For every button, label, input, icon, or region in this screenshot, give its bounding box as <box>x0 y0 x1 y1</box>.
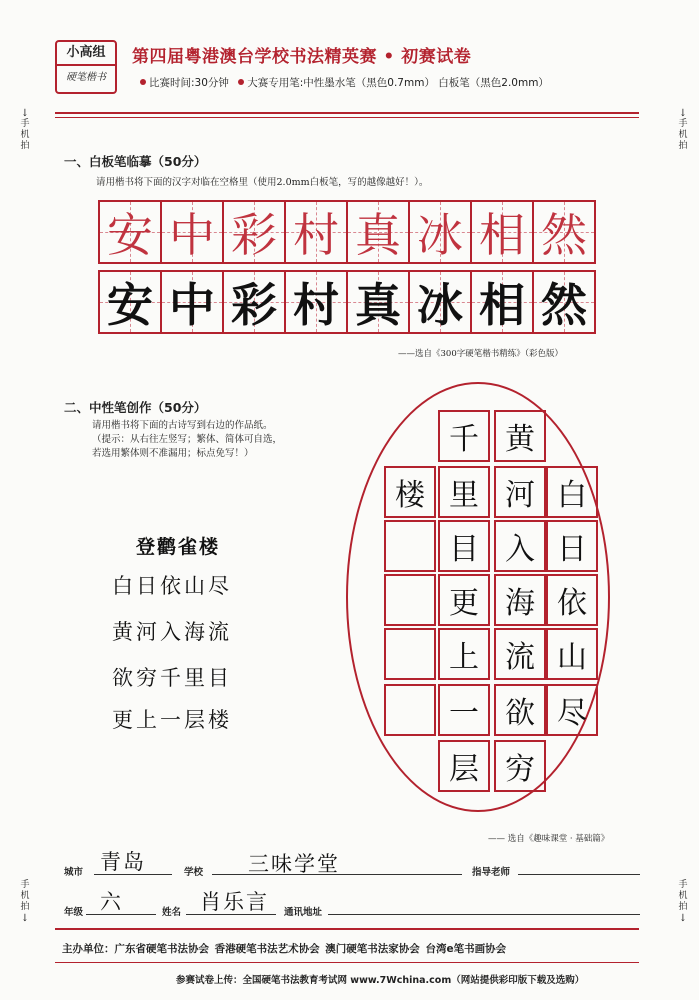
copy-cell[interactable]: 中 <box>160 270 224 334</box>
school-underline <box>212 874 462 875</box>
copy-cell[interactable]: 村 <box>284 270 348 334</box>
exam-time: 比赛时间:30分钟 <box>149 77 229 89</box>
work-cell[interactable]: 欲 <box>494 684 546 736</box>
poem-line: 更上一层楼 <box>112 708 232 732</box>
down-arrow-icon: ↓ <box>20 108 30 119</box>
copy-cell[interactable]: 真 <box>346 270 410 334</box>
name-label: 姓名 <box>162 907 182 918</box>
section2-desc-3: 若选用繁体则不准漏用；标点免写！） <box>92 448 254 459</box>
poem-line: 黄河入海流 <box>112 620 232 644</box>
model-cell: 真 <box>346 200 410 264</box>
exam-pens: 大赛专用笔:中性墨水笔（黑色0.7mm） 白板笔（黑色2.0mm） <box>247 77 549 89</box>
copy-cell[interactable]: 然 <box>532 270 596 334</box>
footer-divider-thin <box>55 962 639 963</box>
school-field[interactable]: 三味学堂 <box>248 852 340 876</box>
side-tab-right-bottom: 手 机 拍 ↓ <box>676 880 690 924</box>
work-cell[interactable]: 目 <box>438 520 490 572</box>
work-cell[interactable]: 一 <box>438 684 490 736</box>
address-label: 通讯地址 <box>284 907 323 918</box>
page-title: 第四届粤港澳台学校书法精英赛 • 初赛试卷 <box>132 47 472 67</box>
work-cell[interactable]: 穷 <box>494 740 546 792</box>
section2-desc-2: （提示：从右往左竖写；繁体、简体可自选， <box>92 434 283 445</box>
section1-source: ——选自《300字硬笔楷书精练》（彩色版） <box>398 349 563 359</box>
model-cell: 冰 <box>408 200 472 264</box>
work-cell[interactable]: 楼 <box>384 466 436 518</box>
work-cell[interactable] <box>384 684 436 736</box>
copy-cell[interactable]: 相 <box>470 270 534 334</box>
work-cell[interactable]: 日 <box>546 520 598 572</box>
section2-source: —— 选自《趣味课堂 · 基础篇》 <box>488 834 610 844</box>
grade-label: 年级 <box>64 907 84 918</box>
section1-desc: 请用楷书将下面的汉字对临在空格里（使用2.0mm白板笔，写的越像越好！）。 <box>96 177 429 188</box>
name-underline <box>186 914 276 915</box>
city-underline <box>94 874 172 875</box>
grade-underline <box>86 914 156 915</box>
model-cell: 相 <box>470 200 534 264</box>
school-label: 学校 <box>184 867 204 878</box>
work-cell[interactable]: 上 <box>438 628 490 680</box>
poem-title: 登鹳雀楼 <box>136 536 221 558</box>
work-cell[interactable]: 更 <box>438 574 490 626</box>
upload-info: 参赛试卷上传：全国硬笔书法教育考试网 www.7Wchina.com（网站提供彩印版下载及选购） <box>176 975 585 986</box>
copy-cell[interactable]: 彩 <box>222 270 286 334</box>
model-cell: 村 <box>284 200 348 264</box>
work-cell[interactable] <box>384 574 436 626</box>
work-cell[interactable]: 山 <box>546 628 598 680</box>
badge-group-label: 小高组 <box>57 42 115 66</box>
down-arrow-icon: ↓ <box>678 108 688 119</box>
work-cell[interactable]: 层 <box>438 740 490 792</box>
work-cell[interactable]: 里 <box>438 466 490 518</box>
section2-desc-1: 请用楷书将下面的古诗写到右边的作品纸。 <box>92 420 273 431</box>
model-cell: 彩 <box>222 200 286 264</box>
section1-title: 一、白板笔临摹（50分） <box>64 154 207 169</box>
name-field[interactable]: 肖乐言 <box>200 890 269 914</box>
work-cell[interactable] <box>384 628 436 680</box>
organizers: 主办单位：广东省硬笔书法协会 香港硬笔书法艺术协会 澳门硬笔书法家协会 台湾e笔书画协会 <box>62 943 507 955</box>
side-tab-left-bottom: 手 机 拍 ↓ <box>18 880 32 924</box>
copy-cell[interactable]: 安 <box>98 270 162 334</box>
work-cell[interactable]: 黄 <box>494 410 546 462</box>
poem-line: 欲穷千里目 <box>112 666 232 690</box>
work-cell[interactable]: 河 <box>494 466 546 518</box>
model-cell: 中 <box>160 200 224 264</box>
address-underline <box>328 914 640 915</box>
work-cell[interactable]: 千 <box>438 410 490 462</box>
work-cell[interactable]: 白 <box>546 466 598 518</box>
work-cell[interactable]: 入 <box>494 520 546 572</box>
city-label: 城市 <box>64 867 84 878</box>
work-cell[interactable] <box>384 520 436 572</box>
model-cell: 然 <box>532 200 596 264</box>
teacher-label: 指导老师 <box>472 867 511 878</box>
side-tab-left-top: ↓ 手 机 拍 <box>18 108 32 152</box>
teacher-underline <box>518 874 640 875</box>
work-cell[interactable]: 海 <box>494 574 546 626</box>
grade-field[interactable]: 六 <box>100 890 123 914</box>
down-arrow-icon: ↓ <box>678 913 688 924</box>
work-cell[interactable]: 流 <box>494 628 546 680</box>
badge-style-label: 硬笔楷书 <box>66 72 106 83</box>
down-arrow-icon: ↓ <box>20 913 30 924</box>
side-tab-right-top: ↓ 手 机 拍 <box>676 108 690 152</box>
work-cell[interactable]: 依 <box>546 574 598 626</box>
footer-divider <box>55 928 639 930</box>
poem-line: 白日依山尽 <box>112 574 232 598</box>
work-cell[interactable]: 尽 <box>546 684 598 736</box>
copy-cell[interactable]: 冰 <box>408 270 472 334</box>
model-cell: 安 <box>98 200 162 264</box>
section2-title: 二、中性笔创作（50分） <box>64 400 207 415</box>
city-field[interactable]: 青岛 <box>100 850 146 874</box>
